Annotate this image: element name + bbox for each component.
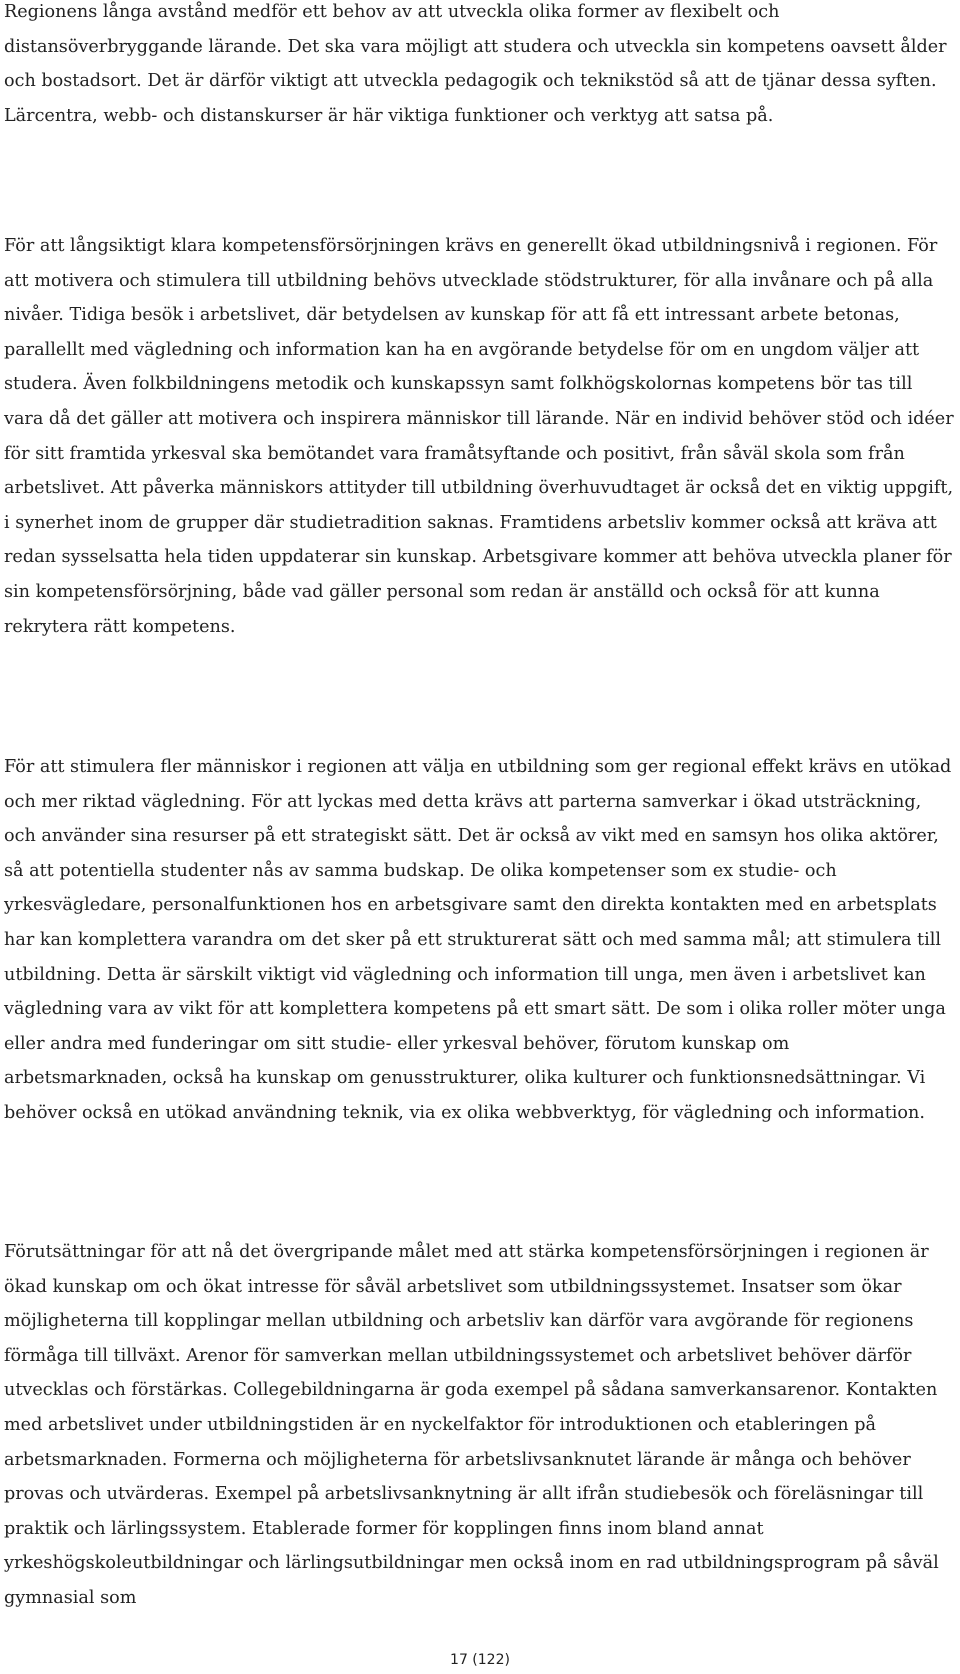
paragraph-work-linkage: Förutsättningar för att nå det övergripande målet med att stärka kompetensförsörjningen i regionen är ökad kunskap om och ökat intresse för såväl arbetslivet som utbildningssystemet. Insatser som ökar möjligheterna till kopplingar mellan utbildning och arbetsliv kan därför vara avgörande för regionens förmåga till tillväxt. Arenor för samverkan mellan utbildningssystemet och arbetslivet behöver därför utvecklas och förstärkas. Collegebildningarna är goda exempel på sådana samverkansarenor. Kontakten med arbetslivet under utbildningstiden är en nyckelfaktor för introduktionen och etableringen på arbetsmarknaden. Formerna och möjligheterna för arbetslivsanknutet lärande är många och behöver provas och utvärderas. Exempel på arbetslivsanknytning är allt ifrån studiebesök och föreläsningar till praktik och lärlingssystem. Etablerade former för kopplingen finns inom bland annat yrkeshögskoleutbildningar och lärlingsutbildningar men också inom en rad utbildningsprogram på såväl gymnasial som xyxy=(4,1242,939,1608)
paragraph-guidance: För att stimulera fler människor i regionen att välja en utbildning som ger regional effekt krävs en utökad och mer riktad vägledning. För att lyckas med detta krävs att parterna samverkar i ökad utsträckning, och använder sina resurser på ett strategiskt sätt. Det är också av vikt med en samsyn hos olika aktörer, så att potentiella studenter nås av samma budskap. De olika kompetenser som ex studie- och yrkesvägledare, personalfunktionen hos en arbetsgivare samt den direkta kontakten med en arbetsplats har kan komplettera varandra om det sker på ett strukturerat sätt och med samma mål; att stimulera till utbildning. Detta är särskilt viktigt vid vägledning och information till unga, men även i arbetslivet kan vägledning vara av vikt för att komplettera kompetens på ett smart sätt. De som i olika roller möter unga eller andra med funderingar om sitt studie- eller yrkesval behöver, förutom kunskap om arbetsmarknaden, också ha kunskap om genusstrukturer, olika kulturer och funktionsnedsättningar. Vi behöver också en utökad användning teknik, via ex olika webbverktyg, för vägledning och information. xyxy=(4,757,952,1123)
page-number: 17 (122) xyxy=(450,1652,510,1668)
paragraph-flexible-learning: Regionens långa avstånd medför ett behov av att utveckla olika former av flexibelt och distansöverbryggande lärande. Det ska vara möjligt att studera och utveckla sin kompetens oavsett ålder och bostadsort. Det är därför viktigt att utveckla pedagogik och teknikstöd så att de tjänar dessa syften. Lärcentra, webb- och distanskurser är här viktiga funktioner och verktyg att satsa på. xyxy=(4,2,947,126)
paragraph-education-level: För att långsiktigt klara kompetensförsörjningen krävs en generellt ökad utbildningsnivå i regionen. För att motivera och stimulera till utbildning behövs utvecklade stödstrukturer, för alla invånare och på alla nivåer. Tidiga besök i arbetslivet, där betydelsen av kunskap för att få ett intressant arbete betonas, parallellt med vägledning och information kan ha en avgörande betydelse för om en ungdom väljer att studera. Även folkbildningens metodik och kunskapssyn samt folkhögskolornas kompetens bör tas till vara då det gäller att motivera och inspirera människor till lärande. När en individ behöver stöd och idéer för sitt framtida yrkesval ska bemötandet vara framåtsyftande och positivt, från såväl skola som från arbetslivet. Att påverka människors attityder till utbildning överhuvudtaget är också det en viktig uppgift, i synerhet inom de grupper där studietradition saknas. Framtidens arbetsliv kommer också att kräva att redan sysselsatta hela tiden uppdaterar sin kunskap. Arbetsgivare kommer att behöva utveckla planer för sin kompetensförsörjning, både vad gäller personal som redan är anställd och också för att kunna rekrytera rätt kompetens. xyxy=(4,236,954,637)
